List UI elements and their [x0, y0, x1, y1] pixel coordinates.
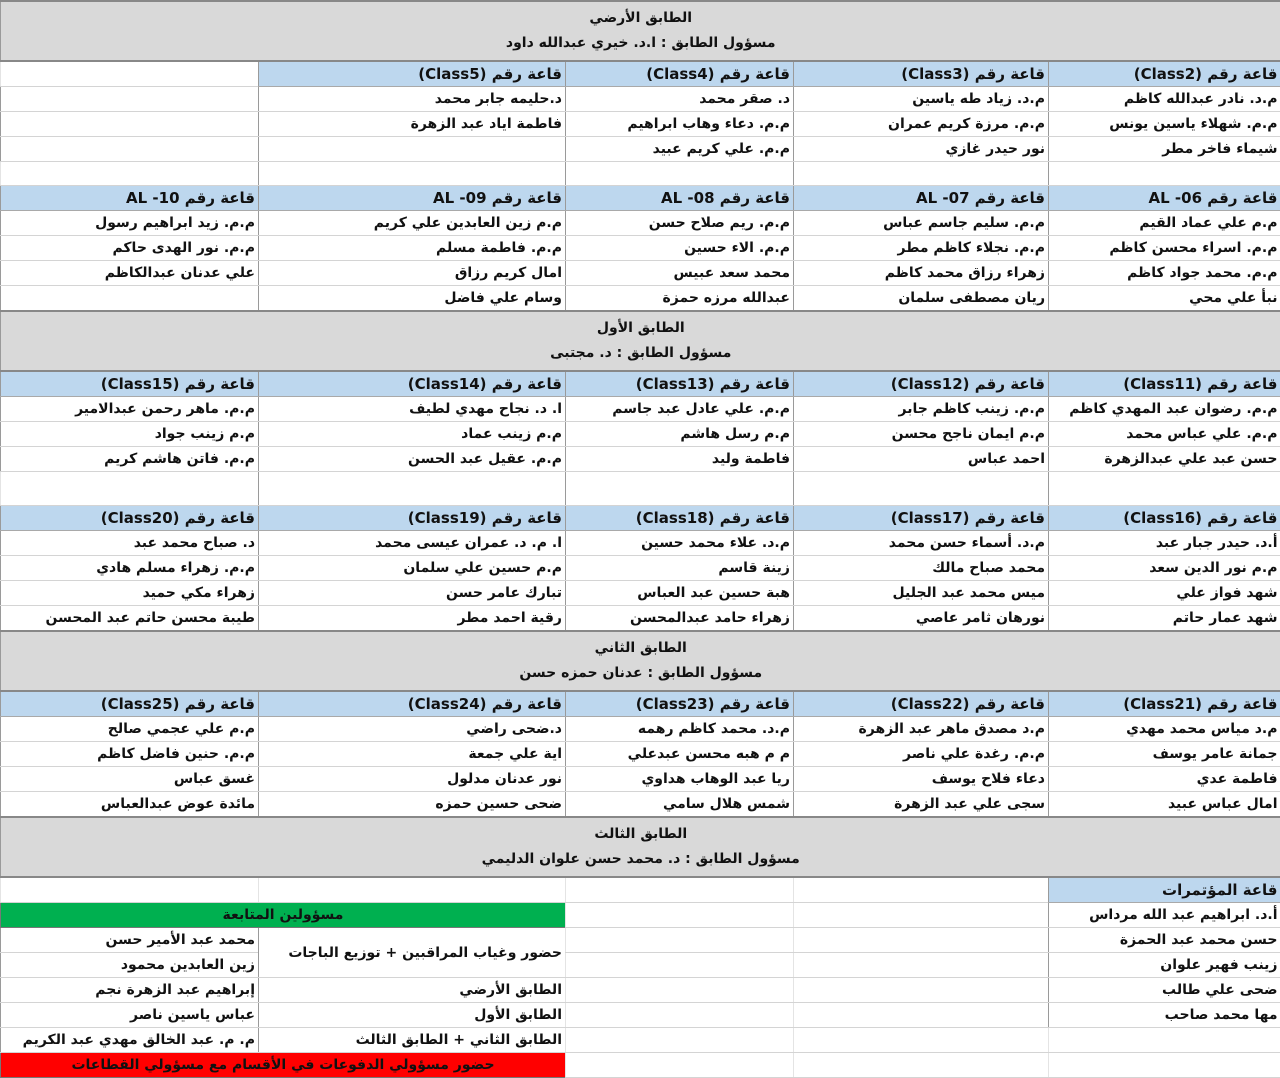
invigilator-name: ضحى حسين حمزه	[259, 792, 566, 818]
invigilator-name: فاطمة وليد	[566, 447, 794, 472]
invigilator-name: ريا عبد الوهاب هداوي	[566, 767, 794, 792]
table-row	[1, 792, 1280, 818]
invigilator-name: حسن عبد علي عبدالزهرة	[1049, 447, 1280, 472]
room-header-row	[1, 61, 1280, 87]
invigilator-name: م.د مصدق ماهر عبد الزهرة	[794, 717, 1049, 742]
floor-header-row	[1, 631, 1280, 691]
invigilator-name: د.حليمه جابر محمد	[259, 87, 566, 112]
room-header: قاعة رقم (Class18)	[566, 506, 794, 531]
monitoring-person: محمد عبد الأمير حسن	[1, 928, 259, 953]
floor-manager: مسؤول الطابق : عدنان حمزه حسن	[4, 661, 1278, 686]
invigilator-name: م.د مياس محمد مهدي	[1049, 717, 1280, 742]
invigilator-name: ريان مصطفى سلمان	[794, 286, 1049, 312]
monitoring-task: حضور وغياب المراقبين + توزيع الباجات	[259, 928, 566, 978]
table-row	[1, 717, 1280, 742]
table-row	[1, 137, 1280, 162]
table-row	[1, 767, 1280, 792]
invigilator-name: امال عباس عبيد	[1049, 792, 1280, 818]
invigilator-name: م.م رسل هاشم	[566, 422, 794, 447]
invigilator-name: زهراء مكي حميد	[1, 581, 259, 606]
room-header: قاعة رقم (Class23)	[566, 691, 794, 717]
room-header: قاعة رقم (Class14)	[259, 371, 566, 397]
invigilator-name: م.م. حنين فاضل كاظم	[1, 742, 259, 767]
room-header: قاعة رقم (Class20)	[1, 506, 259, 531]
invigilator-name: سجى علي عبد الزهرة	[794, 792, 1049, 818]
room-header: قاعة رقم (Class2)	[1049, 61, 1280, 87]
invigilator-name: محمد سعد عبيس	[566, 261, 794, 286]
invigilator-name: م.د. محمد كاظم رهمه	[566, 717, 794, 742]
table-row	[1, 447, 1280, 472]
table-row	[1, 606, 1280, 632]
monitoring-title: مسؤولين المتابعة	[1, 903, 566, 928]
invigilator-name: م.م ايمان ناجح محسن	[794, 422, 1049, 447]
conference-person: أ.د. ابراهيم عبد الله مرداس	[1049, 903, 1280, 928]
table-row	[1, 211, 1280, 236]
room-header-row	[1, 506, 1280, 531]
invigilator-name: م.م. فاتن هاشم كريم	[1, 447, 259, 472]
invigilator-name: غسق عباس	[1, 767, 259, 792]
invigilator-name: م.م. زينب كاظم جابر	[794, 397, 1049, 422]
invigilator-name: شهد فواز علي	[1049, 581, 1280, 606]
invigilator-name: م.م. شهلاء ياسين يونس	[1049, 112, 1280, 137]
floor-header-row	[1, 1, 1280, 61]
room-header: قاعة رقم (Class15)	[1, 371, 259, 397]
floor-manager: مسؤول الطابق : د. محمد حسن علوان الدليمي	[4, 847, 1278, 872]
invigilator-name: زينة قاسم	[566, 556, 794, 581]
room-header-row	[1, 691, 1280, 717]
invigilator-name: م.م. اسراء محسن كاظم	[1049, 236, 1280, 261]
invigilator-name: م.م. ماهر رحمن عبدالامير	[1, 397, 259, 422]
monitoring-person: م. م. عبد الخالق مهدي عبد الكريم	[1, 1028, 259, 1053]
table-row	[1, 531, 1280, 556]
floor-title: الطابق الثاني	[4, 636, 1278, 661]
floor-header	[1, 817, 1280, 877]
invigilator-name: نبأ علي محي	[1049, 286, 1280, 312]
invigilator-name: م.م زينب جواد	[1, 422, 259, 447]
room-header: قاعة رقم 08- AL	[566, 186, 794, 211]
conference-person: حسن محمد عبد الحمزة	[1049, 928, 1280, 953]
floor-header-row	[1, 311, 1280, 371]
invigilator-name: د. صقر محمد	[566, 87, 794, 112]
invigilator-name: م.م. دعاء وهاب ابراهيم	[566, 112, 794, 137]
invigilator-name: د. صباح محمد عبد	[1, 531, 259, 556]
invigilator-name: د.ضحى راضي	[259, 717, 566, 742]
floor-header	[1, 311, 1280, 371]
invigilator-name: م.م. سليم جاسم عباس	[794, 211, 1049, 236]
room-header-row	[1, 186, 1280, 211]
invigilator-name: دعاء فلاح يوسف	[794, 767, 1049, 792]
conference-person: ضحى علي طالب	[1049, 978, 1280, 1003]
room-header: قاعة رقم (Class5)	[259, 61, 566, 87]
floor-manager: مسؤول الطابق : د. مجتبى	[4, 341, 1278, 366]
table-row	[1, 742, 1280, 767]
invigilator-name: فاطمة عدي	[1049, 767, 1280, 792]
table-row	[1, 581, 1280, 606]
invigilator-name: مائدة عوض عبدالعباس	[1, 792, 259, 818]
room-header: قاعة رقم (Class22)	[794, 691, 1049, 717]
room-header: قاعة رقم (Class4)	[566, 61, 794, 87]
invigilator-name: م.م. محمد جواد كاظم	[1049, 261, 1280, 286]
table-row	[1, 112, 1280, 137]
room-header: قاعة رقم 09- AL	[259, 186, 566, 211]
monitoring-task: الطابق الثاني + الطابق الثالث	[259, 1028, 566, 1053]
monitoring-task: الطابق الأول	[259, 1003, 566, 1028]
invigilator-name: م.م. رغدة علي ناصر	[794, 742, 1049, 767]
room-header: قاعة رقم (Class17)	[794, 506, 1049, 531]
invigilator-name: طيبة محسن حاتم عبد المحسن	[1, 606, 259, 632]
floor-title: الطابق الأول	[4, 316, 1278, 341]
room-header: قاعة رقم (Class24)	[259, 691, 566, 717]
room-header: قاعة رقم (Class3)	[794, 61, 1049, 87]
invigilator-name: م.م نور الدين سعد	[1049, 556, 1280, 581]
invigilator-name: م.م. زيد ابراهيم رسول	[1, 211, 259, 236]
invigilator-name: ميس محمد عبد الجليل	[794, 581, 1049, 606]
invigilator-name: علي عدنان عبدالكاظم	[1, 261, 259, 286]
monitoring-task: الطابق الأرضي	[259, 978, 566, 1003]
monitoring-person: زين العابدين محمود	[1, 953, 259, 978]
invigilator-name: م.م. علي عادل عبد جاسم	[566, 397, 794, 422]
invigilator-name: ا. م. د. عمران عيسى محمد	[259, 531, 566, 556]
invigilator-name: م.م علي عجمي صالح	[1, 717, 259, 742]
floor-header	[1, 631, 1280, 691]
invigilator-name: زهراء حامد عبدالمحسن	[566, 606, 794, 632]
invigilator-name: م.م زينب عماد	[259, 422, 566, 447]
invigilator-name: اية علي جمعة	[259, 742, 566, 767]
table-row	[1, 261, 1280, 286]
conference-person: مها محمد صاحب	[1049, 1003, 1280, 1028]
invigilator-name: هبة حسين عبد العباس	[566, 581, 794, 606]
invigilator-name: زهراء رزاق محمد كاظم	[794, 261, 1049, 286]
conference-person: زينب فهير علوان	[1049, 953, 1280, 978]
invigilator-name: م.م. الاء حسين	[566, 236, 794, 261]
conference-hall-header: قاعة المؤتمرات	[1049, 877, 1280, 903]
table-row	[1, 236, 1280, 261]
invigilator-name: م.م. رضوان عبد المهدي كاظم	[1049, 397, 1280, 422]
invigilator-name: وسام علي فاضل	[259, 286, 566, 312]
room-header: قاعة رقم 07- AL	[794, 186, 1049, 211]
invigilator-name: م.م. فاطمة مسلم	[259, 236, 566, 261]
table-row	[1, 87, 1280, 112]
room-header: قاعة رقم (Class12)	[794, 371, 1049, 397]
invigilator-name: نور حيدر غازي	[794, 137, 1049, 162]
invigilator-name: م.د. أسماء حسن محمد	[794, 531, 1049, 556]
invigilator-name: نورهان ثامر عاصي	[794, 606, 1049, 632]
invigilator-name: امال كريم رزاق	[259, 261, 566, 286]
floor-manager: مسؤول الطابق : ا.د. خيري عبدالله داود	[4, 31, 1278, 56]
floor-title: الطابق الأرضي	[4, 6, 1278, 31]
invigilator-name: م.م علي عماد القيم	[1049, 211, 1280, 236]
invigilator-name: م.م. عقيل عبد الحسن	[259, 447, 566, 472]
room-header: قاعة رقم 10- AL	[1, 186, 259, 211]
room-header: قاعة رقم (Class13)	[566, 371, 794, 397]
invigilator-name: م.م حسين علي سلمان	[259, 556, 566, 581]
invigilator-name: عبدالله مرزه حمزة	[566, 286, 794, 312]
invigilator-name: احمد عباس	[794, 447, 1049, 472]
invigilator-name: م.م. مرزة كريم عمران	[794, 112, 1049, 137]
room-header: قاعة رقم (Class11)	[1049, 371, 1280, 397]
invigilator-name: نور عدنان مدلول	[259, 767, 566, 792]
invigilator-name: م.د. علاء محمد حسين	[566, 531, 794, 556]
invigilator-name: م.م. علي كريم عبيد	[566, 137, 794, 162]
invigilator-name: م.م. نور الهدى حاكم	[1, 236, 259, 261]
monitoring-person: إبراهيم عبد الزهرة نجم	[1, 978, 259, 1003]
invigilator-name: محمد صباح مالك	[794, 556, 1049, 581]
invigilator-name: م.م. زهراء مسلم هادي	[1, 556, 259, 581]
room-header-row	[1, 371, 1280, 397]
room-header: قاعة رقم 06- AL	[1049, 186, 1280, 211]
invigilator-name: أ.د. حيدر جبار عبد	[1049, 531, 1280, 556]
invigilator-name: رقية احمد مطر	[259, 606, 566, 632]
floor-header	[1, 1, 1280, 61]
room-header: قاعة رقم (Class16)	[1049, 506, 1280, 531]
table-row	[1, 286, 1280, 312]
monitoring-footer-note: حضور مسؤولي الدفوعات في الأقسام مع مسؤولي القطاعات	[1, 1053, 566, 1078]
floor-header-row	[1, 817, 1280, 877]
monitoring-person: عباس ياسين ناصر	[1, 1003, 259, 1028]
invigilator-name: م م هبه محسن عبدعلي	[566, 742, 794, 767]
invigilator-name: شمس هلال سامي	[566, 792, 794, 818]
invigilator-name: م.م. نجلاء كاظم مطر	[794, 236, 1049, 261]
invigilator-name: م.م. ريم صلاح حسن	[566, 211, 794, 236]
table-row	[1, 422, 1280, 447]
invigilator-name: م.د. نادر عبدالله كاظم	[1049, 87, 1280, 112]
room-header: قاعة رقم (Class21)	[1049, 691, 1280, 717]
floor-title: الطابق الثالث	[4, 822, 1278, 847]
invigilator-name: شهد عمار حاتم	[1049, 606, 1280, 632]
invigilator-name: تبارك عامر حسن	[259, 581, 566, 606]
invigilator-name: فاطمة اياد عبد الزهرة	[259, 112, 566, 137]
invigilator-name: م.د. زياد طه ياسين	[794, 87, 1049, 112]
invigilator-name: م.م. علي عباس محمد	[1049, 422, 1280, 447]
table-row	[1, 397, 1280, 422]
room-header: قاعة رقم (Class19)	[259, 506, 566, 531]
invigilator-name: م.م زين العابدين علي كريم	[259, 211, 566, 236]
invigilator-name: ا. د. نجاح مهدي لطيف	[259, 397, 566, 422]
invigilator-name: شيماء فاخر مطر	[1049, 137, 1280, 162]
table-row	[1, 556, 1280, 581]
invigilator-name: جمانة عامر يوسف	[1049, 742, 1280, 767]
room-header: قاعة رقم (Class25)	[1, 691, 259, 717]
